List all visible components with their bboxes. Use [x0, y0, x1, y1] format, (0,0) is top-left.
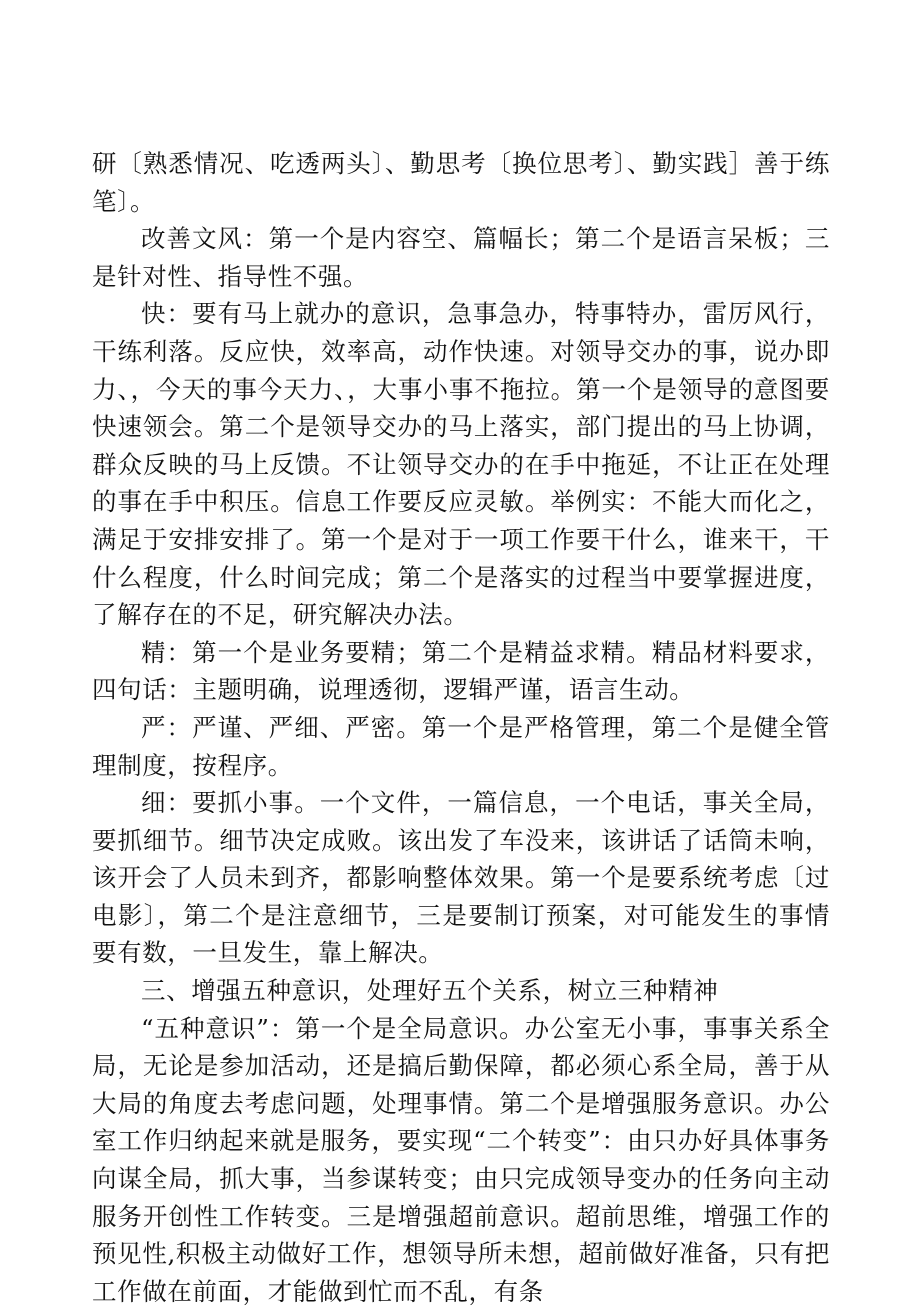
- document-body: [92, 145, 830, 1310]
- paragraph-writing-style: 改善文风：第一个是内容空、篇幅长；第二个是语言呆板；三是针对性、指导性不强。: [92, 224, 830, 291]
- paragraph-strict: 严：严谨、严细、严密。第一个是严格管理，第二个是健全管理制度，按程序。: [92, 712, 830, 780]
- paragraph-continuation: 研〔熟悉情况、吃透两头〕、勤思考〔换位思考〕、勤实践］善于练笔〕。: [92, 149, 830, 216]
- paragraph-precise: 精：第一个是业务要精；第二个是精益求精。精品材料要求，四句话：主题明确，说理透彻，逻辑严谨，语言生动。: [92, 637, 830, 705]
- paragraph-five-awareness: “五种意识”：第一个是全局意识。办公室无小事，事事关系全局，无论是参加活动，还是搞后勤保障，都必须心系全局，善于从大局的角度去考虑问题，处理事情。第二个是增强服务意识。办公室工作归纳起来就是服务，要实现“二个转变”：由只办好具体事务向谋全局，抓大事，当参谋转变；由只完成领导变办的任务向主动服务开创性工作转变。三是增强超前意识。超前思维，增强工作的预见性,积极主动做好工作，想领导所未想，超前做好准备，只有把工作做在前面，才能做到忙而不乱，有条: [92, 1013, 830, 1306]
- paragraph-fast: 快：要有马上就办的意识，急事急办，特事特办，雷厉风行，干练利落。反应快，效率高，动作快速。对领导交办的事，说办即力、，今天的事今天力、，大事小事不拖拉。第一个是领导的意图要快速领会。第二个是领导交办的马上落实，部门提出的马上协调，群众反映的马上反馈。不让领导交办的在手中拖延，不让正在处理的事在手中积压。信息工作要反应灵敏。举例实：不能大而化之，满足于安排安排了。第一个是对于一项工作要干什么，谁来干，干什么程度，什么时间完成；第二个是落实的过程当中要掌握进度，了解存在的不足，研究解决办法。: [92, 299, 830, 630]
- paragraph-detailed: 细：要抓小事。一个文件，一篇信息，一个电话，事关全局，要抓细节。细节决定成败。该出发了车没来，该讲话了话筒未响，该开会了人员未到齐，都影响整体效果。第一个是要系统考虑〔过电影〕，第二个是注意细节，三是要制订预案，对可能发生的事情要有数，一旦发生，靠上解决。: [92, 788, 830, 968]
- section-heading: 三、增强五种意识，处理好五个关系，树立三种精神: [141, 976, 719, 1006]
